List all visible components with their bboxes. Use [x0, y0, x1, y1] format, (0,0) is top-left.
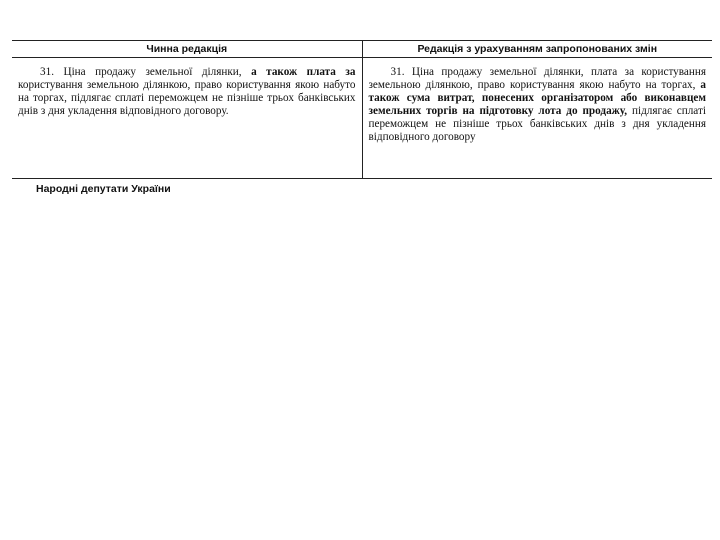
proposed-text-part1: 31. Ціна продажу земельної ділянки, плата за користування земельною ділянкою, право користування якою набуто на торгах,	[368, 66, 706, 91]
comparison-table	[12, 40, 712, 179]
signature-line: Народні депутати України	[36, 183, 171, 195]
current-text-part3: користування земельною ділянкою, право користування якою набуто на торгах, підлягає сплаті переможцем не пізніше трьох банківських днів з дня укладення відповідного договору.	[18, 79, 356, 117]
header-current-version: Чинна редакція	[12, 41, 362, 58]
header-proposed-version: Редакція з урахуванням запропонованих змін	[362, 41, 712, 58]
table-header-row	[12, 41, 712, 58]
table-row	[12, 58, 712, 179]
current-text-part1: 31. Ціна продажу земельної ділянки,	[40, 66, 252, 78]
current-version-cell	[12, 58, 362, 179]
proposed-text-part3: підлягає сплаті переможцем не пізніше трьох банківських днів з дня укладення відповідного договору	[368, 105, 706, 143]
comparison-document	[12, 40, 712, 195]
proposed-text-bold: а також сума витрат, понесених організатором або виконавцем земельних торгів на підготовку лота до продажу,	[368, 79, 706, 117]
current-text-bold: а також плата за	[251, 66, 356, 78]
proposed-version-cell	[362, 58, 712, 179]
